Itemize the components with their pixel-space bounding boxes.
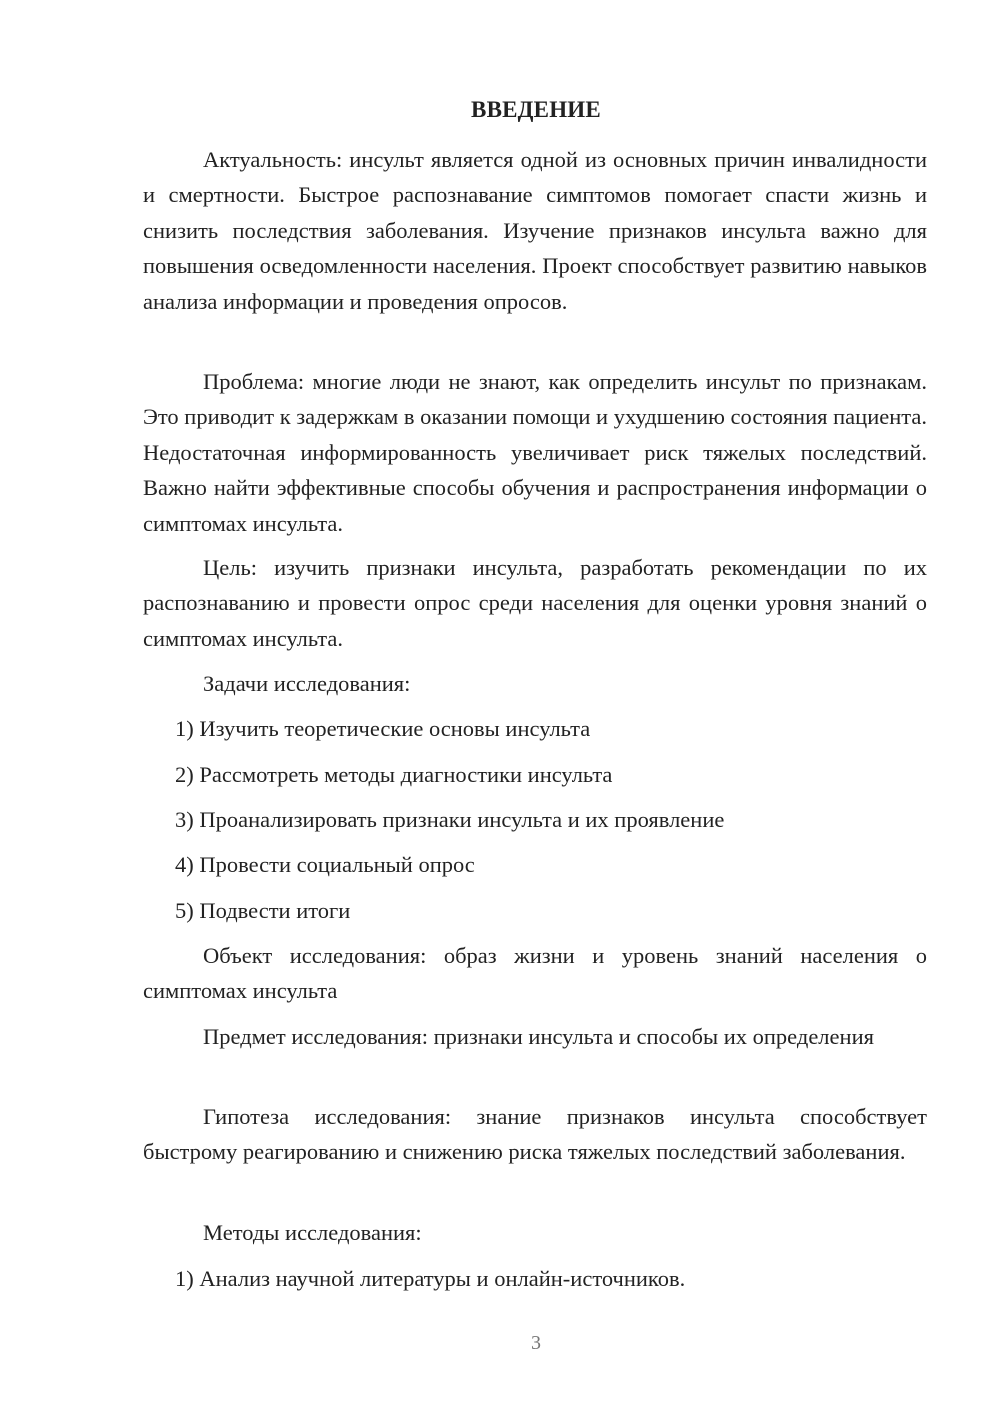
subject-paragraph: Предмет исследования: признаки инсульта и способы их определения [203, 1024, 874, 1049]
task-item-2: 2) Рассмотреть методы диагностики инсульта [175, 762, 613, 787]
goal-paragraph: Цель: изучить признаки инсульта, разработать рекомендации по их распознаванию и провести опрос среди населения для оценки уровня знаний о симптомах инсульта. [143, 555, 927, 651]
method-item-1: 1) Анализ научной литературы и онлайн-источников. [175, 1266, 686, 1291]
hypothesis-paragraph: Гипотеза исследования: знание признаков инсульта способствует быстрому реагированию и снижению риска тяжелых последствий заболевания. [143, 1104, 927, 1165]
problem-paragraph: Проблема: многие люди не знают, как определить инсульт по признакам. Это приводит к задержкам в оказании помощи и ухудшению состояния пациента. Недостаточная информированность увеличивает риск тяжелых последствий. Важно найти эффективные способы обучения и распространения информации о симптомах инсульта. [143, 369, 927, 536]
page-number: 3 [531, 1332, 541, 1354]
task-item-3: 3) Проанализировать признаки инсульта и их проявление [175, 807, 725, 832]
task-item-1: 1) Изучить теоретические основы инсульта [175, 716, 591, 741]
tasks-heading: Задачи исследования: [203, 671, 411, 696]
task-item-4: 4) Провести социальный опрос [175, 852, 475, 877]
methods-heading: Методы исследования: [203, 1220, 422, 1245]
relevance-paragraph: Актуальность: инсульт является одной из основных причин инвалидности и смертности. Быстрое распознавание симптомов помогает спасти жизнь и снизить последствия заболевания. Изучение признаков инсульта важно для повышения осведомленности населения. Проект способствует развитию навыков анализа информации и проведения опросов. [143, 147, 927, 314]
object-paragraph: Объект исследования: образ жизни и уровень знаний населения о симптомах инсульта [143, 943, 927, 1004]
task-item-5: 5) Подвести итоги [175, 898, 351, 923]
section-heading: ВВЕДЕНИЕ [471, 97, 601, 122]
